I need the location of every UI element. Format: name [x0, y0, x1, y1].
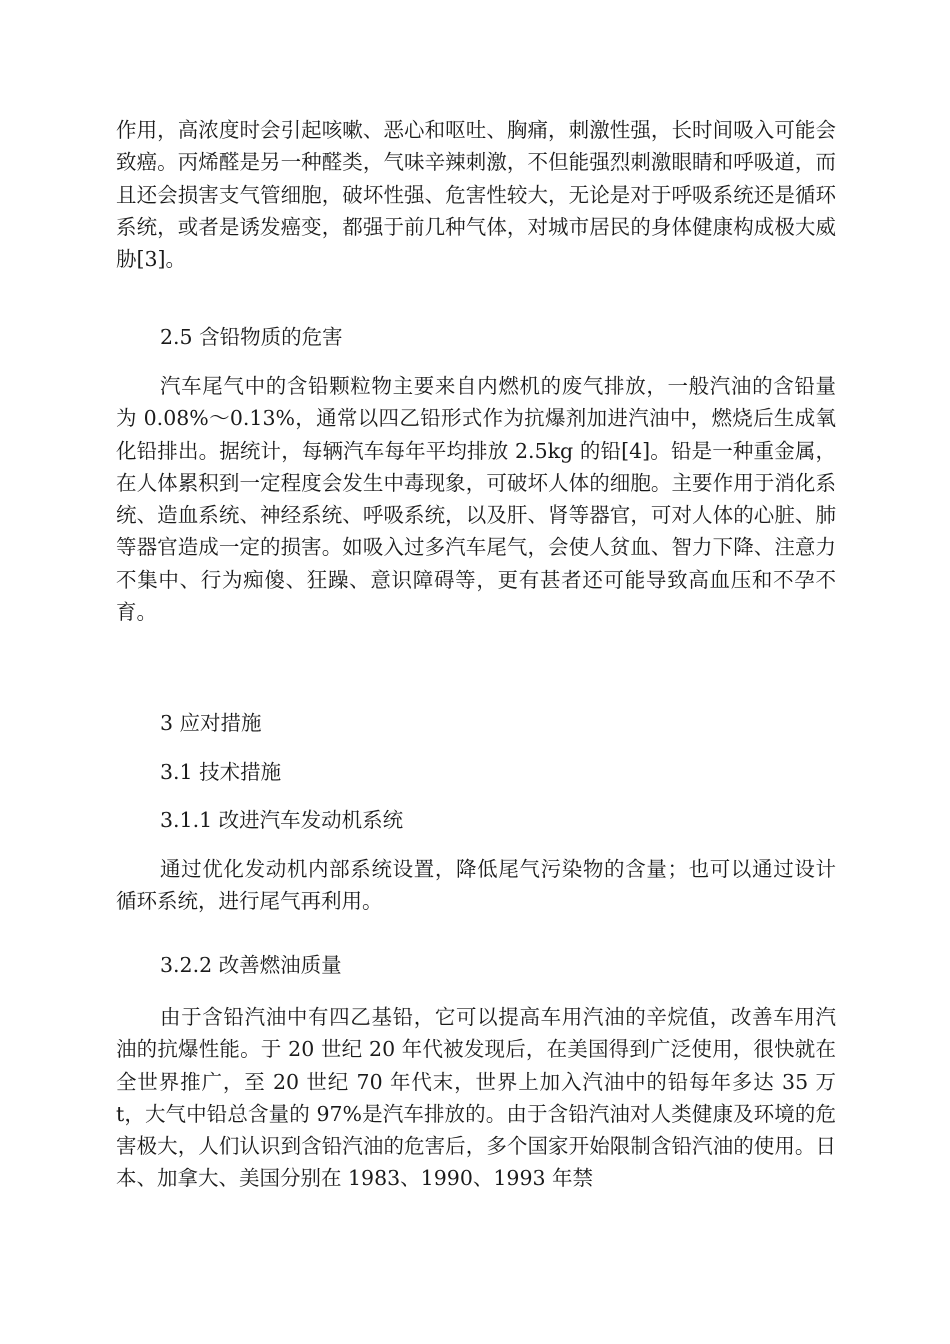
- section-heading-3-2-2: 3.2.2 改善燃油质量: [160, 953, 342, 977]
- paragraph-lead-hazards: 汽车尾气中的含铅颗粒物主要来自内燃机的废气排放，一般汽油的含铅量为 0.08%～0.13%，通常以四乙铅形式作为抗爆剂加进汽油中，燃烧后生成氧化铅排出。据统计，每辆汽车每年平均排放 2.5kg 的铅[4]。铅是一种重金属，在人体累积到一定程度会发生中毒现象，可破坏人体的细胞。主要作用于消化系统、造血系统、神经系统、呼吸系统，以及肝、肾等器官，可对人体的心脏、肺等器官造成一定的损害。如吸入过多汽车尾气，会使人贫血、智力下降、注意力不集中、行为痴傻、狂躁、意识障碍等，更有甚者还可能导致高血压和不孕不育。: [116, 374, 836, 625]
- section-heading-3-1: 3.1 技术措施: [160, 760, 282, 784]
- section-heading-3: 3 应对措施: [160, 711, 262, 735]
- section-heading-3-1-1: 3.1.1 改进汽车发动机系统: [160, 808, 404, 832]
- section-heading-2-5: 2.5 含铅物质的危害: [160, 325, 343, 349]
- paragraph-engine-improvement: 通过优化发动机内部系统设置，降低尾气污染物的含量；也可以通过设计循环系统，进行尾气再利用。: [116, 857, 836, 914]
- paragraph-fuel-quality: 由于含铅汽油中有四乙基铅，它可以提高车用汽油的辛烷值，改善车用汽油的抗爆性能。于 20 世纪 20 年代被发现后，在美国得到广泛使用，很快就在全世界推广，至 20 世纪 70 年代末，世界上加入汽油中的铅每年多达 35 万 t，大气中铅总含量的 97%是汽车排放的。由于含铅汽油对人类健康及环境的危害极大，人们认识到含铅汽油的危害后，多个国家开始限制含铅汽油的使用。日本、加拿大、美国分别在 1983、1990、1993 年禁: [116, 1005, 836, 1191]
- paragraph-aldehyde-hazards: 作用，高浓度时会引起咳嗽、恶心和呕吐、胸痛，刺激性强，长时间吸入可能会致癌。丙烯醛是另一种醛类，气味辛辣刺激，不但能强烈刺激眼睛和呼吸道，而且还会损害支气管细胞，破坏性强、危害性较大，无论是对于呼吸系统还是循环系统，或者是诱发癌变，都强于前几种气体，对城市居民的身体健康构成极大威胁[3]。: [116, 118, 836, 272]
